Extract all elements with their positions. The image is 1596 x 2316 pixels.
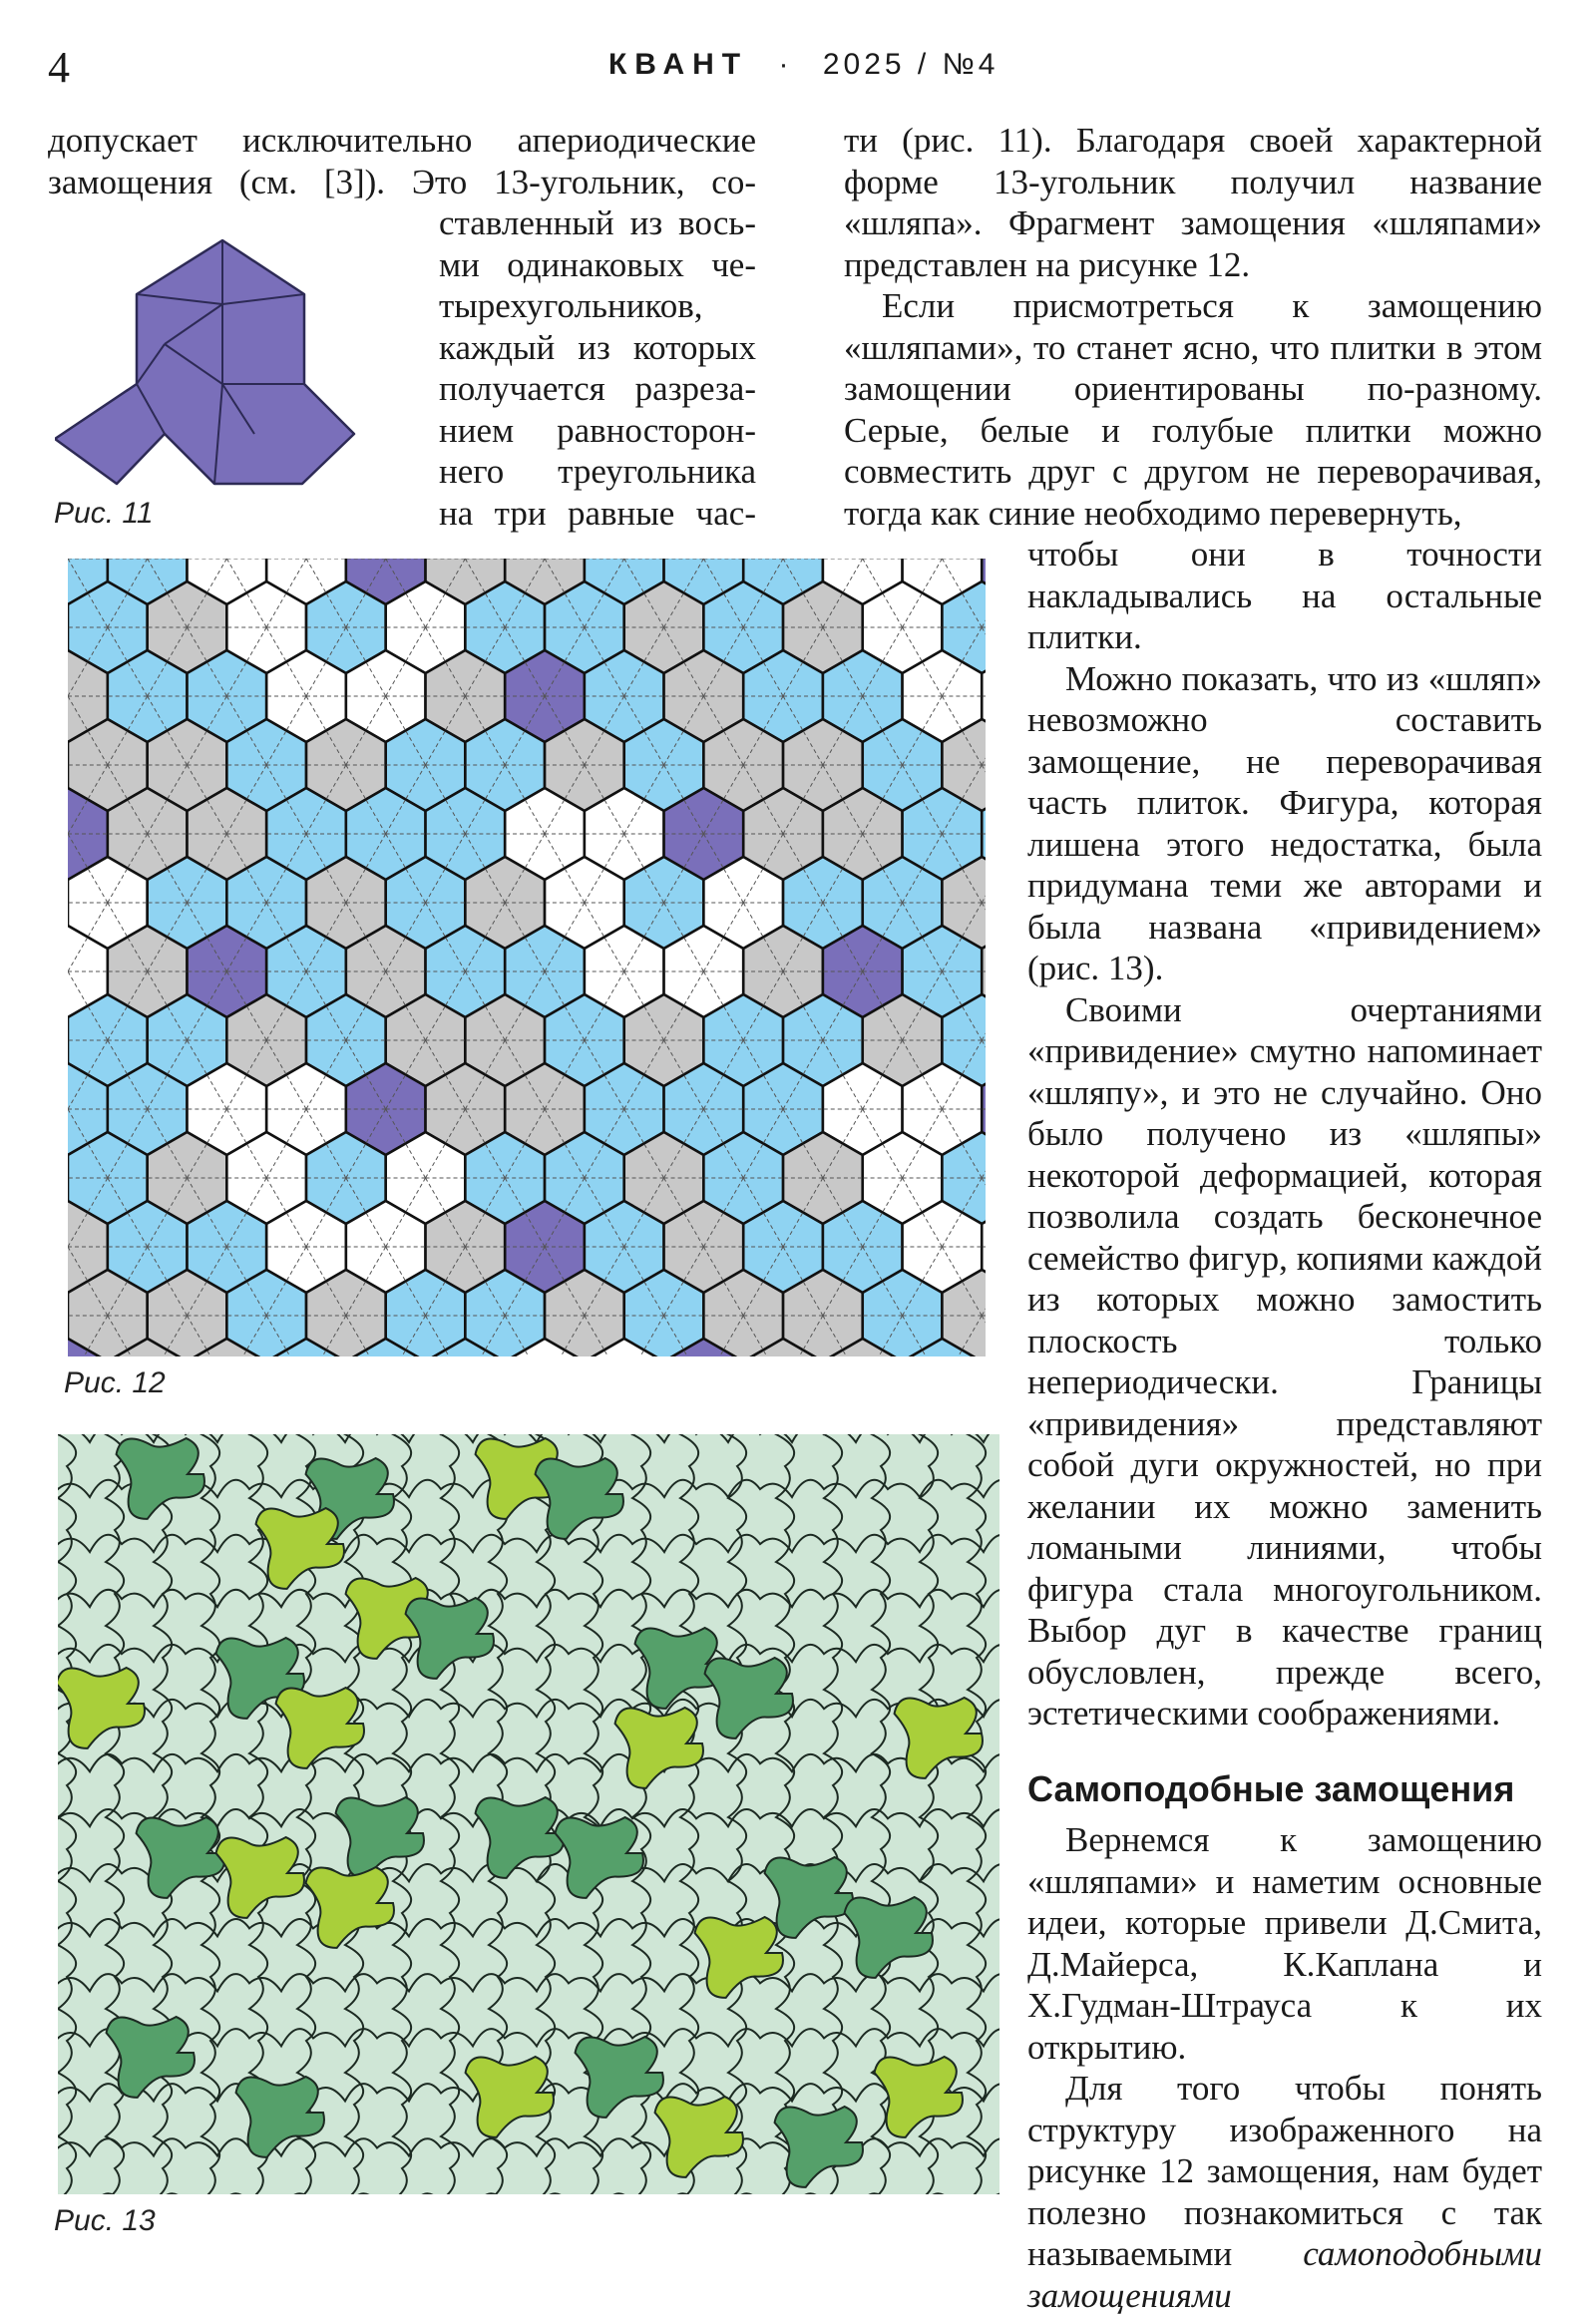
paragraph-6 (1027, 2068, 1542, 2316)
ghost-tile (615, 1708, 703, 1788)
ghost-tile (58, 1668, 145, 1748)
left-wrap-text (439, 202, 756, 534)
left-wrap-line: ставленный из вось- (439, 203, 756, 242)
ghost-tile (895, 1698, 983, 1778)
ghost-edge-col (776, 1434, 794, 2194)
hat-shape (55, 240, 354, 484)
fig12-caption: Рис. 12 (64, 1366, 166, 1399)
ghost-tile (845, 1897, 933, 1978)
fig11-caption: Рис. 11 (54, 497, 154, 530)
ghost-tile (556, 1817, 643, 1898)
fig13-ghost-tiling (58, 1434, 999, 2194)
fig13-tiling-svg (58, 1434, 999, 2194)
ghost-edge-row (58, 1645, 999, 1662)
paragraph-2-top: Если присмотреться к замощению «шляпами», то станет ясно, что плитки в этом замощении ориентированы по-разному. Серые, белые и голубые плитки можно совместить друг с другом не переворачивая, тогда как синие необходимо перевернуть, (844, 286, 1542, 533)
issue-number: 2025 / №4 (822, 48, 999, 81)
ghost-tile (216, 1837, 304, 1918)
fig13-caption: Рис. 13 (54, 2204, 156, 2237)
ghost-tile (406, 1598, 494, 1679)
ghost-edge-row (58, 1754, 999, 1771)
paragraph-1: ти (рис. 11). Благодаря своей характерной форме 13-угольник получил название «шляпа». Фрагмент замощения «шляпами» представлен на рисунке 12. (844, 121, 1542, 284)
ghost-edge-col (680, 1434, 698, 2194)
left-line-1: допускает исключительно апериодические (48, 121, 756, 160)
ghost-edge-row (58, 2029, 999, 2046)
fig12-tiling-svg (68, 559, 986, 1356)
left-column-top (48, 120, 756, 202)
paragraph-2-bottom: чтобы они в точности накладывались на остальные плитки. (1027, 535, 1542, 656)
ghost-tile (256, 1508, 344, 1589)
left-wrap-line: на три равные час- (439, 493, 756, 533)
ghost-tile (655, 2097, 743, 2177)
journal-title: КВАНТ (608, 48, 749, 81)
ghost-tile (695, 1917, 783, 1998)
ghost-edge-row (58, 1974, 999, 1991)
left-wrap-line: него треугольника (439, 452, 756, 491)
fig11-hat-tile (55, 234, 414, 494)
ghost-tile (775, 2107, 863, 2187)
ghost-edge-col (968, 1434, 986, 2194)
left-wrap-line: ми одинаковых че- (439, 244, 756, 284)
paragraph-5: Вернемся к замощению «шляпами» и наметим основные идеи, которые привели Д.Смита, Д.Майерса, К.Каплана и Х.Гудман-Штрауса к их открытию. (1027, 1820, 1542, 2067)
paragraph-6-text: Для того чтобы понять структуру изображенного на рисунке 12 замощения, нам будет полезно познакомиться с так называемыми (1027, 2069, 1542, 2273)
ghost-tile (536, 1458, 623, 1539)
ghost-tile (306, 1867, 394, 1948)
fig12-hat-tiling (68, 559, 986, 1356)
paragraph-6-term: самоподобными замощениями (1027, 2234, 1542, 2315)
left-wrap-line: тырехугольников, (439, 286, 703, 325)
ghost-tile (765, 1857, 853, 1938)
ghost-tile (117, 1438, 204, 1519)
ghost-tile (705, 1658, 793, 1738)
right-column-top (844, 120, 1542, 534)
ghost-tile (466, 2057, 554, 2137)
ghost-edge-col (201, 1434, 219, 2194)
hex-cells (68, 559, 986, 1356)
left-wrap-line: нием равносторон- (439, 410, 756, 450)
left-wrap-line: получается разреза- (439, 369, 756, 408)
left-wrap-line: каждый из которых (439, 327, 756, 367)
ghost-tile (336, 1797, 424, 1878)
ghost-edge-row (58, 1700, 999, 1717)
page-number: 4 (48, 43, 70, 92)
paragraph-4: Своими очертаниями «привидение» смутно напоминает «шляпу», и это не случайно. Оно было получено из «шляпы» некоторой деформацией, которая позволила создать бесконечное семейство фигур, копиями каждой из которых можно замостить плоскость только непериодически. Границы «привидения» представляют собой дуги окружностей, но при желании их можно заменить ломаными линиями, чтобы фигура стала многоугольником. Выбор дуг в качестве границ обусловлен, прежде всего, эстетическими соображениями. (1027, 989, 1542, 1733)
header-separator: · (778, 48, 793, 81)
paragraph-3: Можно показать, что из «шляп» невозможно составить замощение, не переворачивая часть плиток. Фигура, которая лишена этого недостатка, была придумана теми же авторами и была названа «привидением» (рис. 13). (1027, 658, 1542, 987)
left-line-2: замощения (см. [3]). Это 13-угольник, со- (48, 162, 756, 201)
section-heading: Самоподобные замощения (1027, 1767, 1515, 1809)
ghost-tile (576, 2037, 663, 2118)
ghost-edge-row (58, 1590, 999, 1607)
ghost-edge-row (58, 1535, 999, 1552)
running-header (608, 48, 998, 82)
ghost-edge-row (58, 1434, 999, 1442)
ghost-edge-row (58, 2193, 999, 2194)
right-column-narrow (1027, 534, 1542, 2316)
